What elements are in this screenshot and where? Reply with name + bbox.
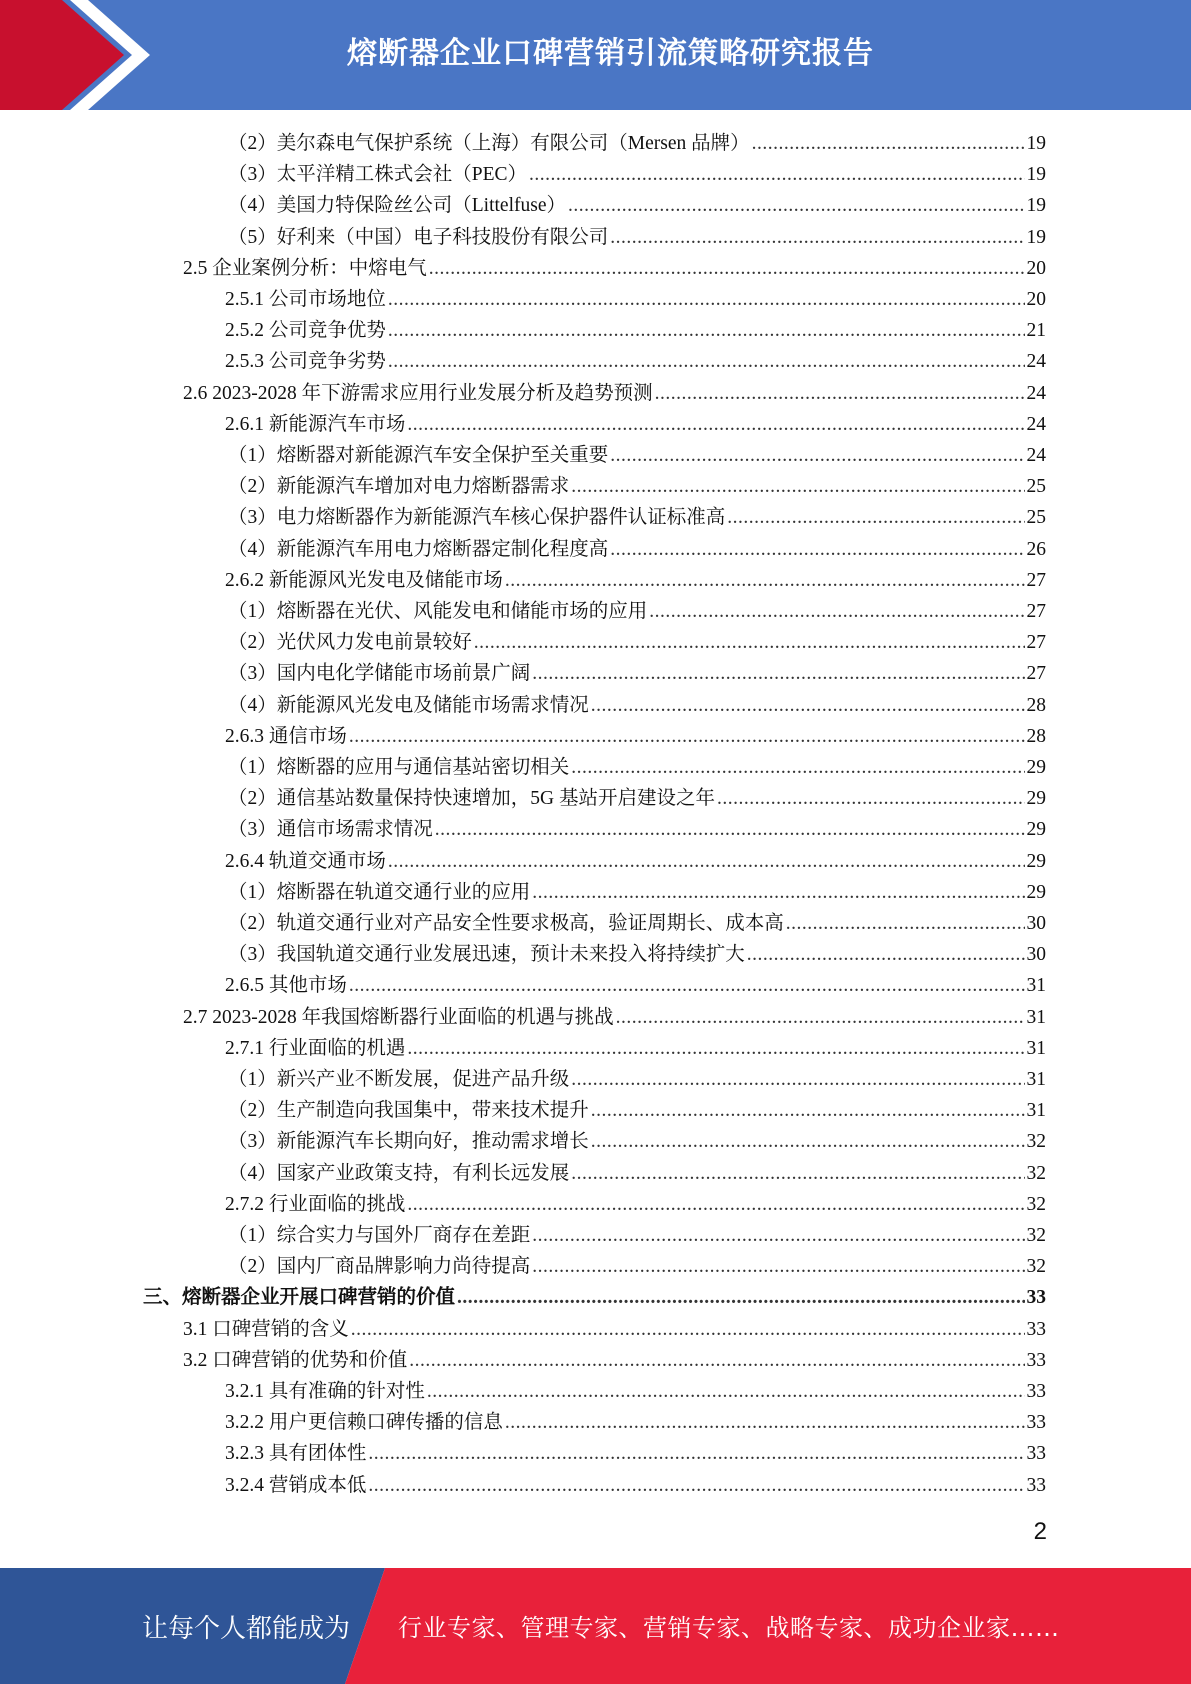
toc-entry-title: （1）综合实力与国外厂商存在差距 bbox=[228, 1225, 531, 1246]
toc-entry[interactable] bbox=[143, 1282, 1046, 1313]
toc-entry-page: 30 bbox=[1026, 913, 1046, 934]
toc-entry[interactable] bbox=[228, 752, 1046, 783]
toc-entry-title: （3）通信市场需求情况 bbox=[228, 819, 433, 841]
toc-entry-title: 2.6 2023-2028 年下游需求应用行业发展分析及趋势预测 bbox=[183, 382, 653, 404]
toc-dot-leader bbox=[505, 565, 1025, 596]
toc-entry-title: 3.2.4 营销成本低 bbox=[225, 1474, 367, 1496]
toc-entry-page: 29 bbox=[1026, 850, 1046, 872]
toc-entry-page: 31 bbox=[1026, 1100, 1046, 1122]
toc-dot-leader bbox=[610, 222, 1024, 253]
toc-dot-leader bbox=[610, 534, 1024, 565]
toc-entry[interactable] bbox=[228, 534, 1046, 565]
toc-entry-page: 19 bbox=[1026, 226, 1046, 248]
toc-entry-title: （2）新能源汽车增加对电力熔断器需求 bbox=[228, 476, 570, 498]
toc-entry[interactable] bbox=[183, 1002, 1046, 1033]
toc-entry[interactable] bbox=[183, 253, 1046, 284]
toc-entry-title: 3.2.2 用户更信赖口碑传播的信息 bbox=[225, 1412, 503, 1434]
toc-dot-leader bbox=[717, 783, 1025, 814]
toc-entry-page: 30 bbox=[1026, 944, 1046, 966]
toc-entry-title: （1）熔断器在光伏、风能发电和储能市场的应用 bbox=[228, 601, 648, 622]
toc-entry[interactable] bbox=[225, 1438, 1046, 1469]
toc-dot-leader bbox=[505, 1407, 1025, 1438]
toc-entry-title: 2.6.5 其他市场 bbox=[225, 975, 347, 997]
toc-dot-leader bbox=[368, 1438, 1024, 1469]
toc-entry[interactable] bbox=[228, 939, 1046, 970]
toc-entry[interactable] bbox=[225, 1376, 1046, 1407]
toc-entry[interactable] bbox=[183, 1314, 1046, 1345]
toc-entry[interactable] bbox=[228, 1251, 1046, 1282]
report-title: 熔断器企业口碑营销引流策略研究报告 bbox=[347, 36, 874, 71]
toc-dot-leader bbox=[747, 939, 1025, 970]
toc-entry-page: 20 bbox=[1026, 257, 1046, 279]
toc-entry-title: 3.2 口碑营销的优势和价值 bbox=[183, 1349, 408, 1371]
toc-entry-page: 25 bbox=[1026, 476, 1046, 498]
toc-entry-title: （5）好利来（中国）电子科技股份有限公司 bbox=[228, 226, 609, 248]
toc-entry[interactable] bbox=[228, 1158, 1046, 1189]
toc-entry[interactable] bbox=[225, 1407, 1046, 1438]
toc-dot-leader bbox=[351, 1314, 1025, 1345]
toc-dot-leader bbox=[388, 284, 1025, 315]
toc-entry[interactable] bbox=[228, 502, 1046, 533]
toc-dot-leader bbox=[616, 1002, 1025, 1033]
toc-entry-title: 3.2.1 具有准确的针对性 bbox=[225, 1381, 425, 1402]
toc-dot-leader bbox=[591, 1095, 1025, 1126]
toc-dot-leader bbox=[655, 378, 1025, 409]
toc-entry[interactable] bbox=[225, 721, 1046, 752]
toc-entry-title: 2.6.1 新能源汽车市场 bbox=[225, 413, 406, 435]
toc-entry-title: 2.5.3 公司竞争劣势 bbox=[225, 351, 386, 373]
toc-entry[interactable] bbox=[228, 1126, 1046, 1157]
toc-dot-leader bbox=[532, 877, 1024, 908]
toc-entry-page: 28 bbox=[1026, 694, 1046, 716]
toc-entry-title: （2）光伏风力发电前景较好 bbox=[228, 632, 472, 654]
toc-entry[interactable] bbox=[228, 1220, 1046, 1251]
toc-entry-page: 24 bbox=[1026, 413, 1046, 435]
toc-entry[interactable] bbox=[228, 783, 1046, 814]
toc-entry[interactable] bbox=[225, 970, 1046, 1001]
toc-entry-page: 20 bbox=[1026, 289, 1046, 310]
toc-entry[interactable] bbox=[228, 471, 1046, 502]
toc-dot-leader bbox=[409, 1345, 1024, 1376]
toc-dot-leader bbox=[591, 690, 1025, 721]
toc-entry-title: 2.7.2 行业面临的挑战 bbox=[225, 1193, 406, 1215]
toc-entry[interactable] bbox=[225, 284, 1046, 315]
toc-entry[interactable] bbox=[225, 1470, 1046, 1501]
toc-entry-title: （3）太平洋精工株式会社（PEC） bbox=[228, 164, 528, 186]
toc-entry-page: 33 bbox=[1026, 1381, 1046, 1402]
toc-dot-leader bbox=[407, 1189, 1024, 1220]
toc-entry-page: 24 bbox=[1026, 382, 1046, 404]
toc-entry-title: 2.7.1 行业面临的机遇 bbox=[225, 1037, 406, 1059]
toc-dot-leader bbox=[532, 658, 1024, 689]
toc-entry-title: （3）新能源汽车长期向好，推动需求增长 bbox=[228, 1131, 589, 1153]
toc-entry[interactable] bbox=[228, 658, 1046, 689]
toc-entry-title: 2.6.4 轨道交通市场 bbox=[225, 850, 386, 872]
page-header bbox=[0, 0, 1191, 110]
toc-dot-leader bbox=[727, 502, 1024, 533]
toc-entry-page: 26 bbox=[1026, 538, 1046, 560]
toc-entry-title: 3.2.3 具有团体性 bbox=[225, 1443, 367, 1465]
toc-entry[interactable] bbox=[228, 128, 1046, 159]
toc-entry[interactable] bbox=[183, 378, 1046, 409]
toc-dot-leader bbox=[571, 1158, 1024, 1189]
page-number: 2 bbox=[1033, 1518, 1047, 1545]
toc-entry-page: 33 bbox=[1026, 1412, 1046, 1434]
toc-entry-page: 27 bbox=[1026, 632, 1046, 654]
toc-entry[interactable] bbox=[228, 159, 1046, 190]
toc-entry-page: 29 bbox=[1026, 757, 1046, 778]
toc-entry[interactable] bbox=[228, 1064, 1046, 1095]
toc-entry[interactable] bbox=[228, 690, 1046, 721]
toc-entry-page: 31 bbox=[1026, 1006, 1046, 1028]
toc-dot-leader bbox=[571, 471, 1024, 502]
toc-entry[interactable] bbox=[225, 346, 1046, 377]
toc-entry[interactable] bbox=[228, 596, 1046, 627]
toc-entry-page: 31 bbox=[1026, 975, 1046, 997]
toc-entry-title: （1）熔断器的应用与通信基站密切相关 bbox=[228, 757, 570, 778]
toc-entry-title: 2.5 企业案例分析：中熔电气 bbox=[183, 257, 427, 279]
toc-entry-title: （2）通信基站数量保持快速增加，5G 基站开启建设之年 bbox=[228, 788, 715, 810]
toc-dot-leader bbox=[610, 440, 1024, 471]
toc-entry-title: （1）熔断器在轨道交通行业的应用 bbox=[228, 881, 531, 903]
toc-entry-page: 32 bbox=[1026, 1193, 1046, 1215]
toc-dot-leader bbox=[568, 190, 1025, 221]
toc-entry-page: 29 bbox=[1026, 819, 1046, 841]
toc-entry-page: 32 bbox=[1026, 1256, 1046, 1278]
toc-entry-title: （1）新兴产业不断发展，促进产品升级 bbox=[228, 1069, 570, 1090]
toc-dot-leader bbox=[349, 970, 1025, 1001]
toc-entry-title: 2.6.3 通信市场 bbox=[225, 725, 347, 747]
toc-entry-title: （3）电力熔断器作为新能源汽车核心保护器件认证标准高 bbox=[228, 507, 726, 529]
toc-dot-leader bbox=[529, 159, 1024, 190]
toc-dot-leader bbox=[388, 346, 1025, 377]
toc-dot-leader bbox=[474, 627, 1025, 658]
toc-dot-leader bbox=[786, 908, 1025, 939]
toc-entry-title: 2.6.2 新能源风光发电及储能市场 bbox=[225, 569, 503, 591]
toc-entry-page: 33 bbox=[1026, 1287, 1046, 1309]
toc-entry-page: 24 bbox=[1026, 445, 1046, 466]
toc-entry-title: （2）生产制造向我国集中，带来技术提升 bbox=[228, 1100, 589, 1122]
toc-entry-title: （4）新能源汽车用电力熔断器定制化程度高 bbox=[228, 538, 609, 560]
toc-entry-page: 27 bbox=[1026, 663, 1046, 685]
toc-entry[interactable] bbox=[228, 877, 1046, 908]
toc-dot-leader bbox=[388, 846, 1025, 877]
toc-entry[interactable] bbox=[225, 315, 1046, 346]
toc-entry[interactable] bbox=[228, 908, 1046, 939]
toc-entry-title: 2.5.2 公司竞争优势 bbox=[225, 320, 386, 342]
toc-entry-page: 19 bbox=[1026, 133, 1046, 154]
toc-entry-page: 33 bbox=[1026, 1474, 1046, 1496]
toc-entry-page: 27 bbox=[1026, 601, 1046, 622]
toc-entry[interactable] bbox=[225, 1033, 1046, 1064]
toc-dot-leader bbox=[532, 1220, 1024, 1251]
footer-slogan-left: 让每个人都能成为 bbox=[142, 1614, 351, 1644]
footer-slogan-right: 行业专家、管理专家、营销专家、战略专家、成功企业家…… bbox=[398, 1614, 1060, 1642]
toc-dot-leader bbox=[388, 315, 1025, 346]
toc-entry-title: 2.7 2023-2028 年我国熔断器行业面临的机遇与挑战 bbox=[183, 1006, 614, 1028]
toc-dot-leader bbox=[571, 752, 1024, 783]
toc-entry-title: （3）国内电化学储能市场前景广阔 bbox=[228, 663, 531, 685]
toc-entry[interactable] bbox=[228, 222, 1046, 253]
toc-entry-page: 33 bbox=[1026, 1318, 1046, 1340]
toc-entry-title: 3.1 口碑营销的含义 bbox=[183, 1318, 349, 1340]
toc-dot-leader bbox=[368, 1470, 1024, 1501]
toc-entry-page: 31 bbox=[1026, 1069, 1046, 1090]
toc-dot-leader bbox=[427, 1376, 1025, 1407]
toc-entry[interactable] bbox=[225, 1189, 1046, 1220]
toc-entry[interactable] bbox=[228, 440, 1046, 471]
toc-dot-leader bbox=[649, 596, 1024, 627]
toc-entry-title: （4）国家产业政策支持，有利长远发展 bbox=[228, 1162, 570, 1184]
toc-entry[interactable] bbox=[228, 627, 1046, 658]
toc-entry-page: 32 bbox=[1026, 1162, 1046, 1184]
toc-entry-page: 27 bbox=[1026, 569, 1046, 591]
toc-dot-leader bbox=[532, 1251, 1024, 1282]
toc-entry-page: 28 bbox=[1026, 725, 1046, 747]
toc-entry-page: 24 bbox=[1026, 351, 1046, 373]
toc-entry-page: 21 bbox=[1026, 320, 1046, 342]
toc-entry-page: 33 bbox=[1026, 1443, 1046, 1465]
toc-entry[interactable] bbox=[225, 565, 1046, 596]
toc-entry[interactable] bbox=[228, 190, 1046, 221]
toc-entry-title: 2.5.1 公司市场地位 bbox=[225, 289, 386, 310]
toc-entry-title: （2）国内厂商品牌影响力尚待提高 bbox=[228, 1256, 531, 1278]
toc-entry-title: （2）轨道交通行业对产品安全性要求极高，验证周期长、成本高 bbox=[228, 913, 784, 934]
toc-dot-leader bbox=[571, 1064, 1024, 1095]
toc-entry-title: 三、熔断器企业开展口碑营销的价值 bbox=[143, 1287, 456, 1309]
toc-entry-title: （3）我国轨道交通行业发展迅速，预计未来投入将持续扩大 bbox=[228, 944, 745, 966]
toc-entry-page: 19 bbox=[1026, 164, 1046, 186]
toc-dot-leader bbox=[457, 1282, 1024, 1313]
toc-entry-page: 33 bbox=[1026, 1349, 1046, 1371]
toc-dot-leader bbox=[407, 409, 1024, 440]
toc-entry[interactable] bbox=[228, 814, 1046, 845]
toc-entry-page: 31 bbox=[1026, 1037, 1046, 1059]
toc-entry-title: （4）新能源风光发电及储能市场需求情况 bbox=[228, 694, 589, 716]
toc-entry-title: （1）熔断器对新能源汽车安全保护至关重要 bbox=[228, 445, 609, 466]
toc-entry-page: 25 bbox=[1026, 507, 1046, 529]
toc-entry[interactable] bbox=[228, 1095, 1046, 1126]
toc-entry-page: 32 bbox=[1026, 1131, 1046, 1153]
toc-entry-page: 29 bbox=[1026, 788, 1046, 810]
toc-entry-page: 19 bbox=[1026, 195, 1046, 217]
toc-entry-title: （4）美国力特保险丝公司（Littelfuse） bbox=[228, 195, 566, 217]
page-footer bbox=[0, 1568, 1191, 1684]
toc-entry-page: 32 bbox=[1026, 1225, 1046, 1246]
toc-dot-leader bbox=[407, 1033, 1024, 1064]
toc-dot-leader bbox=[591, 1126, 1025, 1157]
toc-entry[interactable] bbox=[225, 846, 1046, 877]
toc-dot-leader bbox=[435, 814, 1025, 845]
toc-entry-page: 29 bbox=[1026, 881, 1046, 903]
toc-entry-title: （2）美尔森电气保护系统（上海）有限公司（Mersen 品牌） bbox=[228, 133, 750, 154]
toc-dot-leader bbox=[349, 721, 1025, 752]
toc-dot-leader bbox=[429, 253, 1025, 284]
toc-entry[interactable] bbox=[183, 1345, 1046, 1376]
toc-dot-leader bbox=[752, 128, 1025, 159]
toc-entry[interactable] bbox=[225, 409, 1046, 440]
